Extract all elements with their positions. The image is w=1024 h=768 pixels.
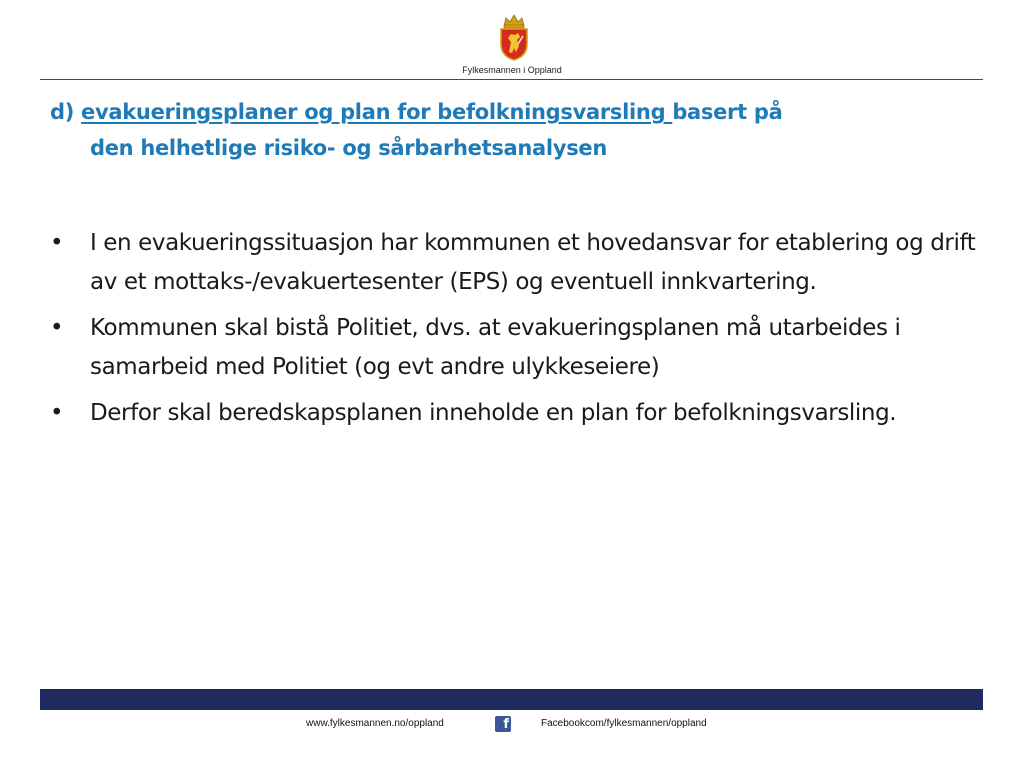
bullet-item — [50, 394, 980, 433]
slide-heading — [50, 94, 950, 166]
footer-facebook-link[interactable]: Facebookcom/fylkesmannen/oppland — [541, 718, 707, 729]
header-divider — [40, 79, 983, 80]
bullet-list — [50, 224, 980, 440]
footer-bar — [40, 689, 983, 710]
coat-of-arms-icon — [494, 12, 534, 62]
bullet-dot: • — [50, 315, 64, 341]
heading-line-2: den helhetlige risiko- og sårbarhetsanalysen — [90, 136, 608, 160]
heading-prefix: d) — [50, 100, 82, 124]
bullet-text: Derfor skal beredskapsplanen inneholde en plan for befolkningsvarsling. — [90, 400, 897, 426]
heading-link[interactable]: evakueringsplaner og plan for befolkningsvarsling — [81, 100, 673, 124]
heading-rest: basert på — [672, 100, 783, 124]
footer-website-link[interactable]: www.fylkesmannen.no/oppland — [306, 718, 444, 729]
bullet-item — [50, 224, 980, 302]
bullet-item — [50, 309, 980, 387]
bullet-text: Kommunen skal bistå Politiet, dvs. at evakueringsplanen må utarbeides i samarbeid med Politiet (og evt andre ulykkeseiere) — [90, 315, 901, 380]
bullet-dot: • — [50, 400, 64, 426]
bullet-text: I en evakueringssituasjon har kommunen et hovedansvar for etablering og drift av et mottaks-/evakuertesenter (EPS) og eventuell innkvartering. — [90, 230, 976, 295]
organization-name: Fylkesmannen i Oppland — [462, 65, 562, 75]
facebook-icon[interactable]: f — [495, 716, 511, 732]
bullet-dot: • — [50, 230, 64, 256]
